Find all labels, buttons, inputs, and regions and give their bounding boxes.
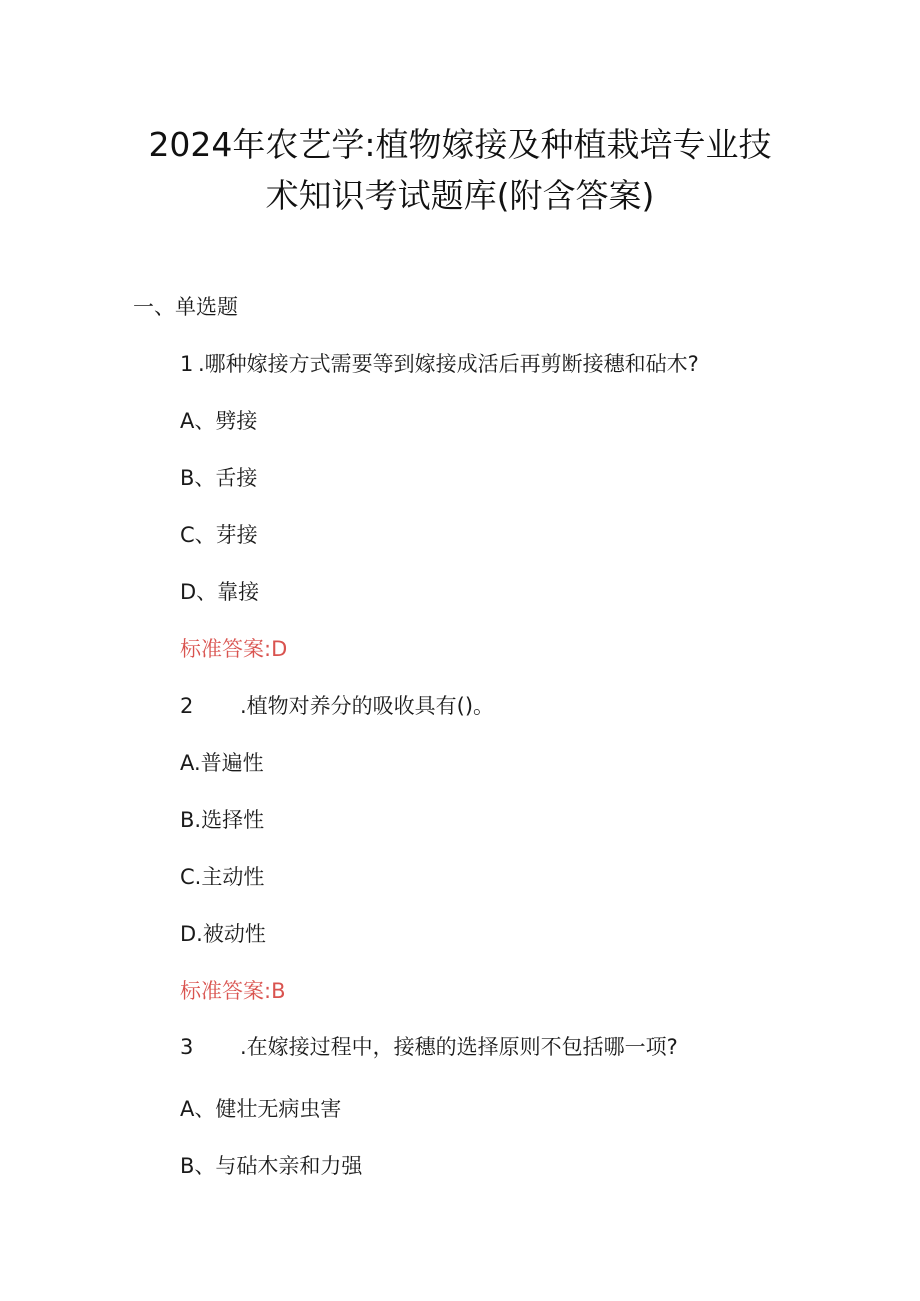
question-1-option-b: B、舌接 xyxy=(180,466,258,490)
question-1-option-a: A、劈接 xyxy=(180,409,258,433)
section-heading: 一、单选题 xyxy=(133,295,238,319)
question-2-answer: 标准答案:B xyxy=(180,979,286,1003)
document-title-line-2: 术知识考试题库(附含答案) xyxy=(265,176,655,215)
question-2-number: 2 xyxy=(180,694,194,718)
document-title-line-1: 2024年农艺学:植物嫁接及种植栽培专业技 xyxy=(148,125,772,164)
question-3-option-a: A、健壮无病虫害 xyxy=(180,1097,342,1121)
question-2-text: .植物对养分的吸收具有()。 xyxy=(240,694,495,718)
question-1 xyxy=(180,348,699,378)
question-2-option-b: B.选择性 xyxy=(180,808,265,832)
question-2 xyxy=(180,690,494,720)
question-3-text: .在嫁接过程中，接穗的选择原则不包括哪一项? xyxy=(240,1035,678,1059)
question-2-option-d: D.被动性 xyxy=(180,922,266,946)
question-1-option-c: C、芽接 xyxy=(180,523,258,547)
question-3-option-b: B、与砧木亲和力强 xyxy=(180,1154,363,1178)
question-1-option-d: D、靠接 xyxy=(180,580,260,604)
question-1-text: .哪种嫁接方式需要等到嫁接成活后再剪断接穗和砧木? xyxy=(198,352,699,376)
question-1-answer: 标准答案:D xyxy=(180,637,288,661)
question-2-option-c: C.主动性 xyxy=(180,865,265,889)
question-3-number: 3 xyxy=(180,1035,194,1059)
question-3 xyxy=(180,1031,678,1061)
question-2-option-a: A.普遍性 xyxy=(180,751,264,775)
question-1-number: 1 xyxy=(180,352,194,376)
